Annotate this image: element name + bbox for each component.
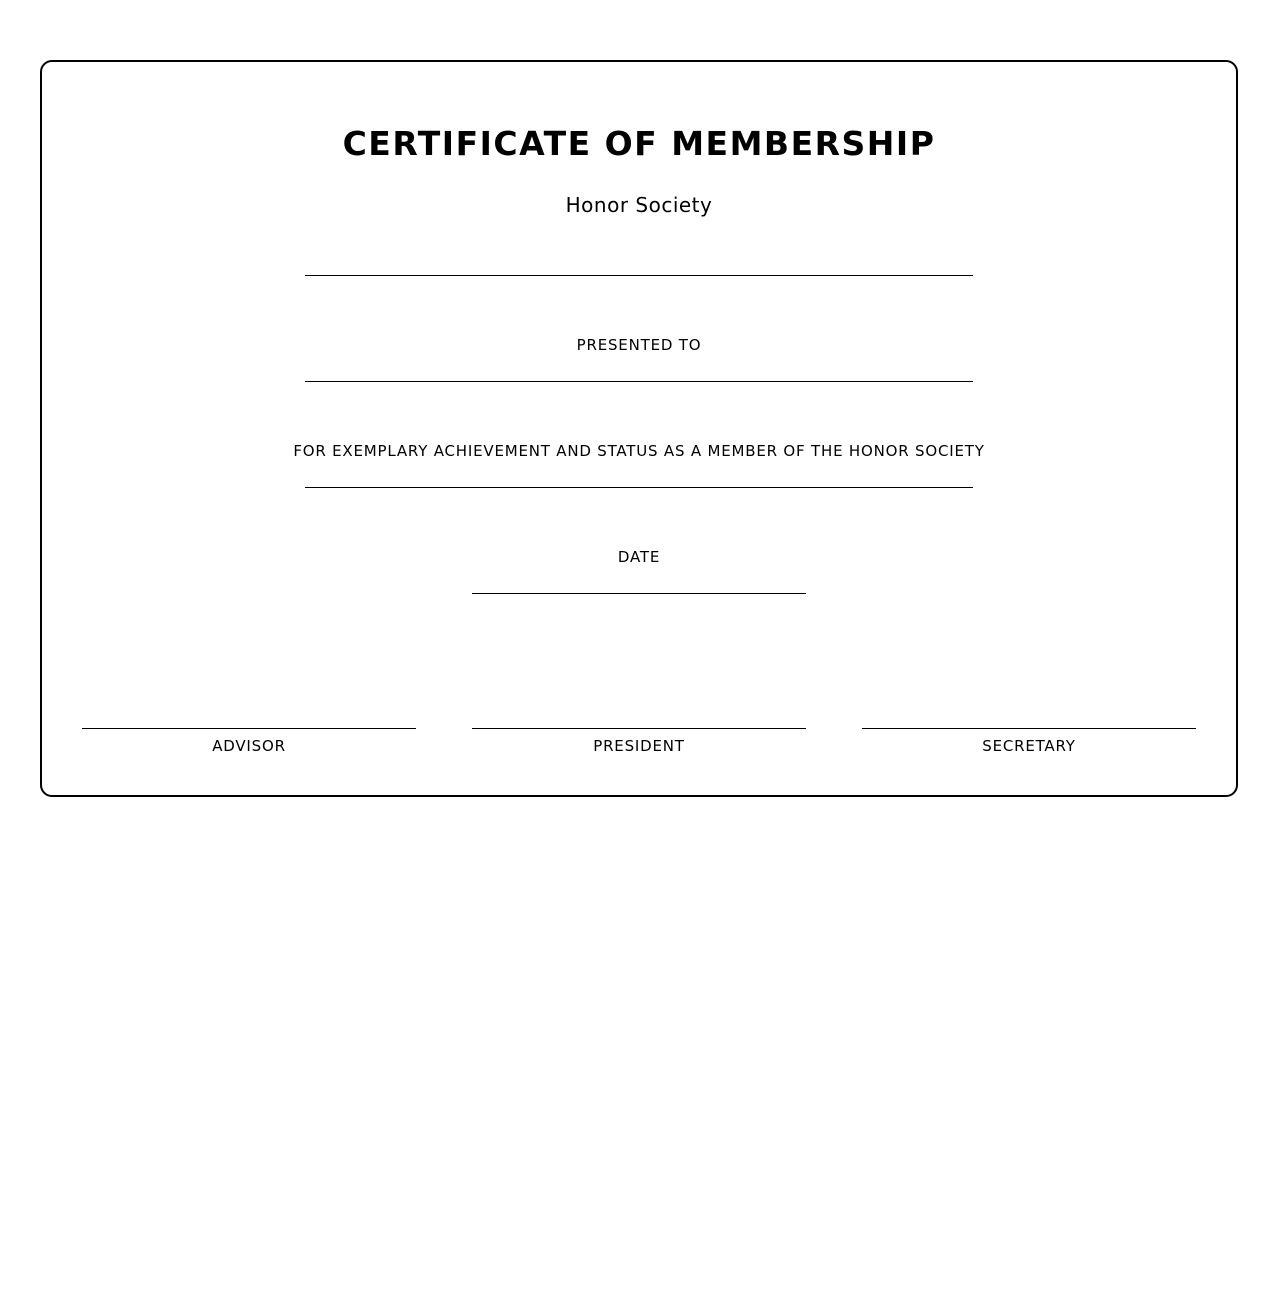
recipient-name-line (305, 275, 973, 276)
presented-to-label: PRESENTED TO (576, 336, 702, 354)
signature-line-president (472, 728, 806, 729)
presented-to-line (305, 381, 973, 382)
signature-president (472, 728, 806, 756)
achievement-text: FOR EXEMPLARY ACHIEVEMENT AND STATUS AS A MEMBER OF THE HONOR SOCIETY (293, 442, 985, 460)
date-label: DATE (617, 548, 661, 566)
signature-advisor (82, 728, 416, 756)
signature-secretary (862, 728, 1196, 756)
signature-label-president: PRESIDENT (593, 737, 685, 755)
signature-line-advisor (82, 728, 416, 729)
signature-label-secretary: SECRETARY (982, 737, 1076, 755)
certificate-title: CERTIFICATE OF MEMBERSHIP (342, 124, 936, 163)
certificate-card (40, 60, 1238, 797)
certificate-subtitle: Honor Society (565, 193, 713, 217)
date-line (472, 593, 806, 594)
achievement-line (305, 487, 973, 488)
signature-label-advisor: ADVISOR (212, 737, 286, 755)
signature-line-secretary (862, 728, 1196, 729)
